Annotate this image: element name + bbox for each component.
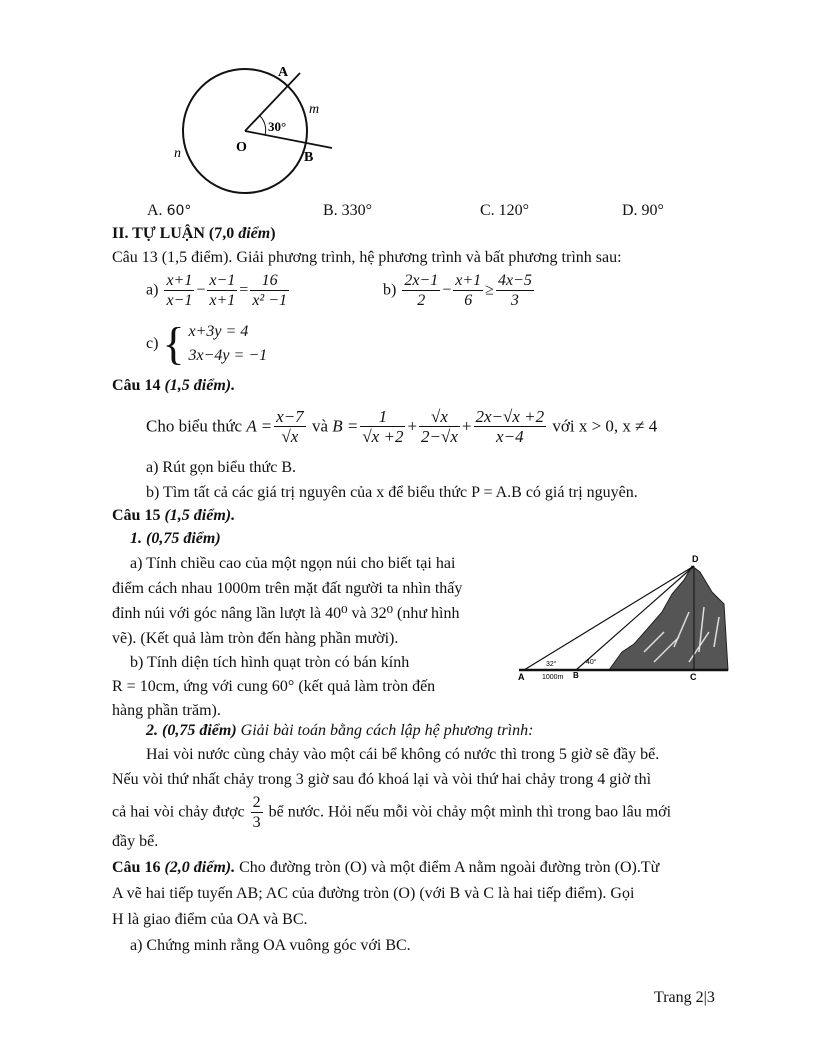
ray-OB [245,131,332,148]
q15-a-line4: vẽ). (Kết quả làm tròn đến hàng phần mười). [112,630,399,647]
label-O: O [236,140,247,155]
q15-part2-number: 2. (0,75 điểm) [146,722,237,739]
page-number: Trang 2|3 [654,989,715,1006]
label-distance: 1000m [542,674,564,681]
q13-a-frac1 [164,271,194,310]
frac-num: 16 [250,271,289,291]
q13-c-label: c) [146,335,159,352]
frac-den: 3 [252,814,261,831]
label-D: D [692,554,699,564]
q13-b-frac2 [453,271,483,310]
q15-part2-text: Giải bài toán bằng cách lập hệ phương trình: [240,722,534,739]
system-brace: { [162,318,185,369]
q13-a-label: a) [146,281,159,299]
label-angle-40: 40° [586,659,597,666]
frac-den: √x [281,427,299,446]
angle-arc [260,116,266,135]
q14-a: a) Rút gọn biểu thức B. [146,459,296,476]
q15-a-line3: đỉnh núi với góc nâng lần lượt là 40⁰ và 32⁰ (như hình [112,605,460,622]
q13-c [146,320,267,368]
q14-A-eq: A = [246,416,273,436]
choice-a-value: 60° [166,203,192,219]
section-title-text: II. TỰ LUẬN (7,0 [112,225,239,242]
frac-den: x² −1 [252,292,288,309]
frac-den: 2−√x [421,427,458,446]
q15-problem-line4: đầy bể. [112,833,159,850]
system-line-1: x+3y = 4 [188,323,249,340]
q16-line1 [112,858,659,878]
q13-b-frac1 [402,271,440,310]
frac-den: x−1 [166,292,193,309]
q15-head-points: (1,5 điểm). [164,507,236,524]
q15-problem-line3 [112,793,671,832]
q16-line2: A vẽ hai tiếp tuyến AB; AC của đường tròn (O) (với B và C là hai tiếp điểm). Gọi [112,885,635,902]
frac-num: x+1 [455,272,482,289]
label-A: A [518,672,525,682]
frac-den: x−4 [496,427,524,446]
label-A: A [278,65,289,80]
q15-b-line3: hàng phần trăm). [112,702,221,719]
frac-num: x+1 [166,272,193,289]
choice-a-label: A. [147,202,163,219]
frac-den: x+1 [209,292,236,309]
choice-d: D. 90° [622,202,664,219]
q16-a: a) Chứng minh rằng OA vuông góc với BC. [130,937,411,954]
q14-B-term2 [419,407,460,446]
frac-num: √x [419,407,460,427]
q15-head-text: Câu 15 [112,507,165,524]
q14-heading [112,376,235,396]
q13-c-system [189,320,268,368]
q15-fraction-2-3 [251,793,263,832]
frac-num: 2x−√x +2 [475,407,545,426]
q16-line1-text: Cho đường tròn (O) và một điểm A nằm ngoài đường tròn (O).Từ [239,859,660,876]
q14-intro: Cho biểu thức [146,416,243,436]
q13-b-label: b) [383,281,397,299]
q13-a-frac2 [207,271,237,310]
label-angle: 30° [268,119,287,134]
section-title-points: điểm [238,225,271,242]
label-B: B [304,150,314,165]
q14-expression: Cho biểu thức A = $\frac{x-7}{√x}$ và B = $\frac{1}{√x +2}$ + $\frac{√x}{2-√x}$ + $\frac{2x-√x +2}{x-4}$ với x > 0, x ≠ 4 [146,407,658,446]
q14-B-term1 [360,407,405,446]
q14-head-text: Câu 14 [112,377,165,394]
q15-problem-line1: Hai vòi nước cùng chảy vào một cái bể không có nước thì trong 5 giờ sẽ đầy bể. [146,746,660,763]
q15-heading [112,506,235,526]
q15-b-line1: b) Tính diện tích hình quạt tròn có bán kính [130,654,410,671]
frac-num: 1 [360,407,405,427]
q13-a-frac3 [250,271,289,310]
frac-den: √x +2 [362,427,404,446]
q15-part1: 1. (0,75 điểm) [130,530,221,547]
q13-heading: Câu 13 (1,5 điểm). Giải phương trình, hệ phương trình và bất phương trình sau: [112,249,622,266]
frac-den: 6 [464,292,473,309]
label-m: m [309,102,320,117]
q14-B-eq: B = [332,416,359,436]
label-C: C [690,672,697,682]
label-angle-32: 32° [546,661,557,668]
frac-num: x−7 [276,407,304,426]
q14-condition: với x > 0, x ≠ 4 [552,416,658,436]
frac-den: 2 [417,292,426,309]
mountain-figure [514,552,732,684]
system-line-2: 3x−4y = −1 [188,347,268,364]
q14-B-term3 [474,407,547,446]
frac-den: 3 [510,292,519,309]
q14-and: và [311,416,328,436]
q16-head-text: Câu 16 [112,859,165,876]
label-B: B [573,671,579,680]
section-title [112,224,276,244]
q16-head-points: (2,0 điểm). [164,859,236,876]
label-n: n [174,146,181,161]
frac-num: x−1 [209,272,236,289]
section-title-close: ) [270,225,276,242]
q13-b-frac3 [496,271,534,310]
q15-line3-end: bể nước. Hỏi nếu mỗi vòi chảy một mình thì trong bao lâu mới [268,803,672,821]
q15-a-line1: a) Tính chiều cao của một ngọn núi cho biết tại hai [130,555,456,572]
q13-a: a) $\frac{x+1}{x-1}$ − $\frac{x-1}{x+1}$ = $\frac{16}{\text{x² −1}}$ [146,272,288,309]
frac-num: 2 [252,794,261,811]
choice-a [147,201,191,221]
q15-b-line2: R = 10cm, ứng với cung 60° (kết quả làm tròn đến [112,678,436,695]
q14-A-frac [274,407,306,446]
q15-line3-start: cả hai vòi chảy được [112,803,245,821]
frac-num: 4x−5 [497,272,532,289]
q14-head-points: (1,5 điểm). [164,377,236,394]
frac-num: 2x−1 [404,272,439,289]
q15-part2 [146,721,533,741]
choice-b: B. 330° [323,202,373,219]
circle-figure [170,58,370,198]
q15-a-line2: điểm cách nhau 1000m trên mặt đất người ta nhìn thấy [112,580,463,597]
q14-b: b) Tìm tất cả các giá trị nguyên của x để biểu thức P = A.B có giá trị nguyên. [146,484,638,501]
q13-b: b) $\frac{2x-1}{2}$ − $\frac{x+1}{6}$ ≥ $\frac{4x-5}{3}$ [383,272,532,309]
choice-c: C. 120° [480,202,530,219]
q16-line3: H là giao điểm của OA và BC. [112,911,308,928]
q15-problem-line2: Nếu vòi thứ nhất chảy trong 3 giờ sau đó khoá lại và vòi thứ hai chảy trong 4 giờ thì [112,771,652,788]
